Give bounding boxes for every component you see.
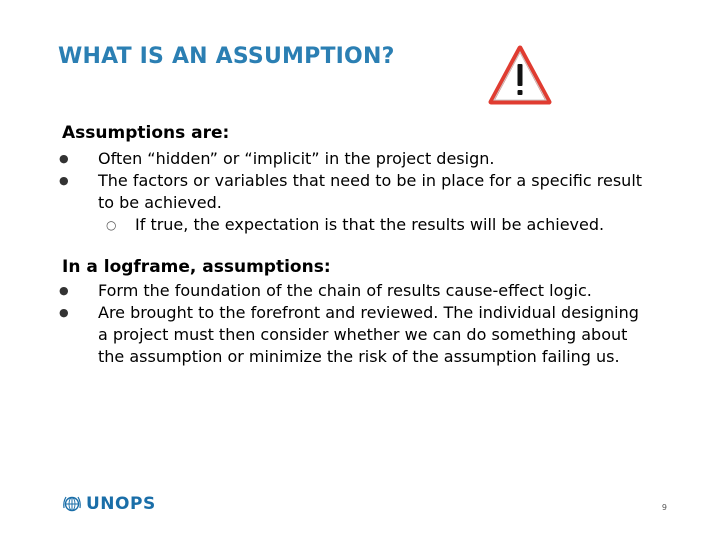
bullet-icon: ● xyxy=(59,306,69,319)
section-heading-assumptions-are: Assumptions are: xyxy=(62,123,230,143)
bullet-icon: ● xyxy=(59,174,69,187)
assumptions-are-list xyxy=(46,148,646,236)
bullet-icon: ● xyxy=(59,152,69,165)
bullet-icon: ● xyxy=(59,284,69,297)
list-item: ● The factors or variables that need to be in place for a specific result to be achieved. xyxy=(59,171,643,212)
section-heading-logframe: In a logframe, assumptions: xyxy=(62,257,331,277)
slide-title: WHAT IS AN ASSUMPTION? xyxy=(58,44,395,69)
logframe-list xyxy=(46,280,646,368)
un-emblem-icon xyxy=(62,494,82,514)
unops-logo xyxy=(62,493,156,515)
logo-text: UNOPS xyxy=(86,494,156,514)
sub-list-item: ○ If true, the expectation is that the results will be achieved. xyxy=(106,215,605,234)
page-number: 9 xyxy=(661,503,667,512)
warning-triangle-icon xyxy=(488,44,552,106)
list-item: ● Are brought to the forefront and reviewed. The individual designing a project must then consider whether we can do something about the assumption or minimize the risk of the assumption failing us. xyxy=(59,303,639,366)
hollow-bullet-icon: ○ xyxy=(106,218,117,232)
list-item: ● Form the foundation of the chain of results cause-effect logic. xyxy=(59,281,592,300)
list-item: ● Often “hidden” or “implicit” in the project design. xyxy=(59,149,495,168)
